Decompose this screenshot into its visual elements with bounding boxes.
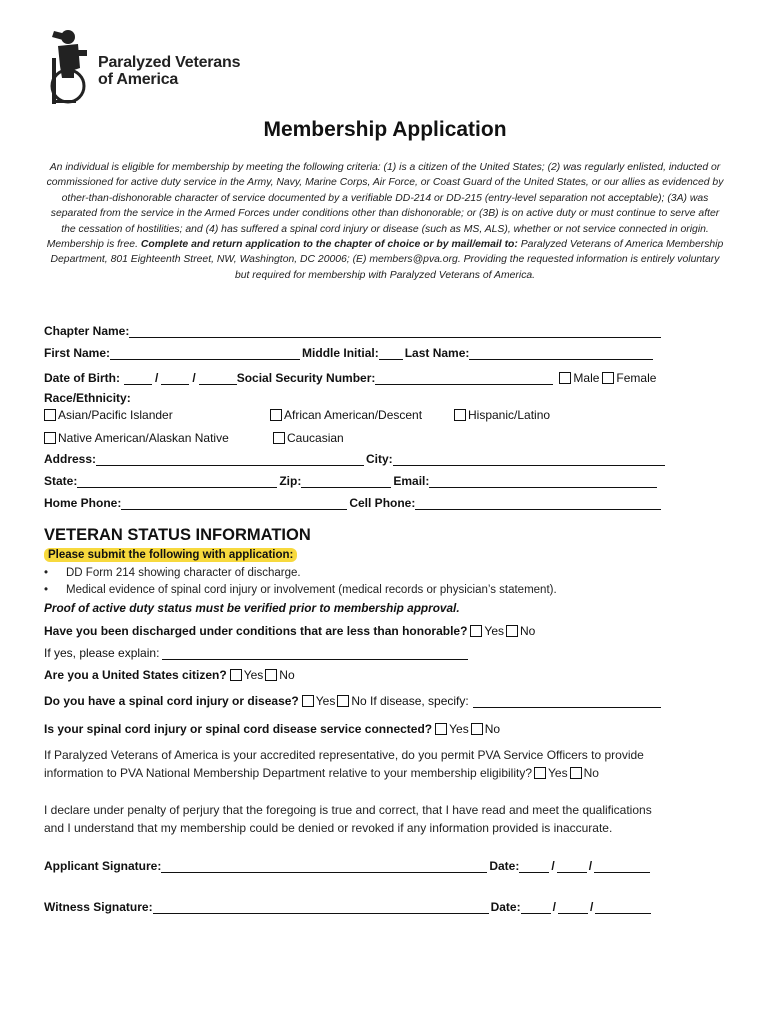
- witness-signature-field[interactable]: [153, 901, 489, 914]
- citizen-no-option[interactable]: No: [265, 668, 294, 682]
- caucasian-checkbox[interactable]: [273, 432, 285, 444]
- cell-phone-label: Cell Phone:: [349, 496, 416, 510]
- discharge-question-row: [44, 624, 535, 638]
- page-title: Membership Application: [263, 118, 507, 141]
- dob-day-field[interactable]: [161, 372, 189, 385]
- hispanic-checkbox[interactable]: [454, 409, 466, 421]
- race-african-option[interactable]: African American/Descent: [270, 408, 454, 422]
- zip-field[interactable]: [301, 475, 391, 488]
- veteran-status-heading: VETERAN STATUS INFORMATION: [44, 526, 311, 544]
- discharge-yes-checkbox[interactable]: [470, 625, 482, 637]
- race-asian-option[interactable]: Asian/Pacific Islander: [44, 408, 270, 422]
- proof-note: Proof of active duty status must be verified prior to membership approval.: [44, 601, 460, 615]
- injury-no-checkbox[interactable]: [337, 695, 349, 707]
- citizen-yes-option[interactable]: Yes: [230, 668, 264, 682]
- eligibility-paragraph: An individual is eligible for membership by meeting the following criteria: (1) is a citizen of the United States; (2) was regularly enlisted, inducted or commissioned for active duty service in the Army, Navy, Marine Corps, Air Force, or Coast Guard of the United States, or our allies as evidenced by other-than-dishonorable character of service documented by a verifiable DD-214 or DD-215 (entry-level separation not acceptable); (3A) was separated from the service in the Armed Forces under conditions other than dishonorable; or (3B) is on active duty or must continue to serve after the cessation of hostilities; and (4) has suffered a spinal cord injury or disease (such as MS, ALS), whether or not service connected in origin. Membership is free. Complete and return application to the chapter of choice or by mail/email to: Paralyzed Veterans of America Membership Department, 801 Eighteenth Street, NW, Washington, DC 20006; (E) members@pva.org. Providing the requested information is entirely voluntary but required for membership with Paralyzed Veterans of America.: [46, 162, 724, 281]
- ssn-field[interactable]: [375, 372, 553, 385]
- name-row: [44, 346, 655, 360]
- african-checkbox[interactable]: [270, 409, 282, 421]
- applicant-signature-label: Applicant Signature:: [44, 859, 162, 873]
- discharge-yes-option[interactable]: Yes: [470, 624, 504, 638]
- citizen-question-row: [44, 668, 295, 682]
- disease-specify-field[interactable]: [473, 695, 661, 708]
- female-checkbox[interactable]: [602, 372, 614, 384]
- address-row: [44, 452, 667, 466]
- service-yes-checkbox[interactable]: [435, 723, 447, 735]
- injury-question: Do you have a spinal cord injury or disease?: [44, 694, 299, 708]
- address-label: Address:: [44, 452, 97, 466]
- explain-field[interactable]: [162, 647, 468, 660]
- service-connected-question: Is your spinal cord injury or spinal cord disease service connected?: [44, 722, 433, 736]
- chapter-field[interactable]: [129, 325, 661, 338]
- city-label: City:: [366, 452, 393, 466]
- applicant-date-day[interactable]: [557, 860, 587, 873]
- service-yes-option[interactable]: Yes: [435, 722, 469, 736]
- witness-date-day[interactable]: [558, 901, 588, 914]
- requirement-item-medical: • Medical evidence of spinal cord injury or involvement (medical records or physician’s statement).: [44, 584, 557, 596]
- gender-male-option[interactable]: Male: [559, 371, 599, 385]
- email-field[interactable]: [429, 475, 657, 488]
- service-connected-row: [44, 722, 500, 736]
- native-checkbox[interactable]: [44, 432, 56, 444]
- witness-date-year[interactable]: [595, 901, 651, 914]
- logo-wordmark: Paralyzed Veterans of America: [98, 54, 241, 88]
- phone-row: [44, 496, 663, 510]
- injury-question-row: [44, 694, 663, 708]
- pva-logo: [44, 28, 274, 106]
- witness-signature-row: Witness Signature: Date: / /: [44, 900, 651, 914]
- middle-initial-label: Middle Initial:: [302, 346, 379, 360]
- requirement-item-dd214: • DD Form 214 showing character of discharge.: [44, 567, 301, 579]
- declaration-paragraph: I declare under penalty of perjury that the foregoing is true and correct, that I have read and meet the qualifications and I understand that my membership could be denied or revoked if any information provided is inaccurate.: [44, 803, 652, 835]
- citizen-question: Are you a United States citizen?: [44, 668, 227, 682]
- citizen-yes-checkbox[interactable]: [230, 669, 242, 681]
- last-name-label: Last Name:: [404, 346, 470, 360]
- first-name-label: First Name:: [44, 346, 111, 360]
- witness-signature-label: Witness Signature:: [44, 900, 153, 914]
- representative-no-option[interactable]: No: [570, 764, 599, 782]
- race-row-2: [44, 431, 344, 445]
- race-hispanic-option[interactable]: Hispanic/Latino: [454, 408, 550, 422]
- race-heading-row: [44, 391, 131, 405]
- first-name-field[interactable]: [110, 347, 300, 360]
- injury-yes-checkbox[interactable]: [302, 695, 314, 707]
- injury-yes-option[interactable]: Yes: [302, 694, 336, 708]
- dob-row: Date of Birth: / / Social Security Number: Male Female: [44, 371, 657, 385]
- race-label: Race/Ethnicity:: [44, 391, 131, 405]
- race-native-option[interactable]: Native American/Alaskan Native: [44, 431, 273, 445]
- saluting-veteran-wheelchair-icon: [44, 28, 94, 106]
- representative-yes-checkbox[interactable]: [534, 767, 546, 779]
- submit-instructions-highlight: Please submit the following with application:: [44, 548, 297, 562]
- state-field[interactable]: [77, 475, 277, 488]
- dob-label: Date of Birth:: [44, 371, 120, 385]
- gender-female-option[interactable]: Female: [602, 371, 656, 385]
- cell-phone-field[interactable]: [415, 497, 661, 510]
- witness-date-label: Date:: [490, 900, 521, 914]
- representative-no-checkbox[interactable]: [570, 767, 582, 779]
- email-label: Email:: [393, 474, 430, 488]
- dob-month-field[interactable]: [124, 372, 152, 385]
- applicant-signature-field[interactable]: [161, 860, 487, 873]
- applicant-date-label: Date:: [489, 859, 520, 873]
- dob-year-field[interactable]: [199, 372, 237, 385]
- chapter-label: Chapter Name:: [44, 324, 130, 338]
- service-no-option[interactable]: No: [471, 722, 500, 736]
- zip-label: Zip:: [279, 474, 302, 488]
- state-label: State:: [44, 474, 78, 488]
- race-row-1: [44, 408, 550, 422]
- race-caucasian-option[interactable]: Caucasian: [273, 431, 344, 445]
- address-field[interactable]: [96, 453, 364, 466]
- representative-yes-option[interactable]: Yes: [534, 764, 568, 782]
- middle-initial-field[interactable]: [379, 347, 403, 360]
- last-name-field[interactable]: [469, 347, 653, 360]
- citizen-no-checkbox[interactable]: [265, 669, 277, 681]
- service-no-checkbox[interactable]: [471, 723, 483, 735]
- home-phone-field[interactable]: [121, 497, 347, 510]
- applicant-date-year[interactable]: [594, 860, 650, 873]
- state-row: [44, 474, 659, 488]
- applicant-date-month[interactable]: [519, 860, 549, 873]
- discharge-question: Have you been discharged under conditions that are less than honorable?: [44, 624, 468, 638]
- explain-row: [44, 646, 470, 660]
- applicant-signature-row: Applicant Signature: Date: / /: [44, 859, 650, 873]
- witness-date-month[interactable]: [521, 901, 551, 914]
- injury-no-option[interactable]: No If disease, specify:: [337, 694, 468, 708]
- discharge-no-option[interactable]: No: [506, 624, 535, 638]
- home-phone-label: Home Phone:: [44, 496, 122, 510]
- representative-question: If Paralyzed Veterans of America is your accredited representative, do you permit PVA Service Officers to provide information to PVA National Membership Department relative to your membership eligibility? Yes No: [44, 748, 644, 780]
- ssn-label: Social Security Number:: [236, 371, 376, 385]
- city-field[interactable]: [393, 453, 665, 466]
- explain-label: If yes, please explain:: [44, 646, 160, 660]
- male-checkbox[interactable]: [559, 372, 571, 384]
- discharge-no-checkbox[interactable]: [506, 625, 518, 637]
- asian-checkbox[interactable]: [44, 409, 56, 421]
- chapter-row: [44, 324, 663, 338]
